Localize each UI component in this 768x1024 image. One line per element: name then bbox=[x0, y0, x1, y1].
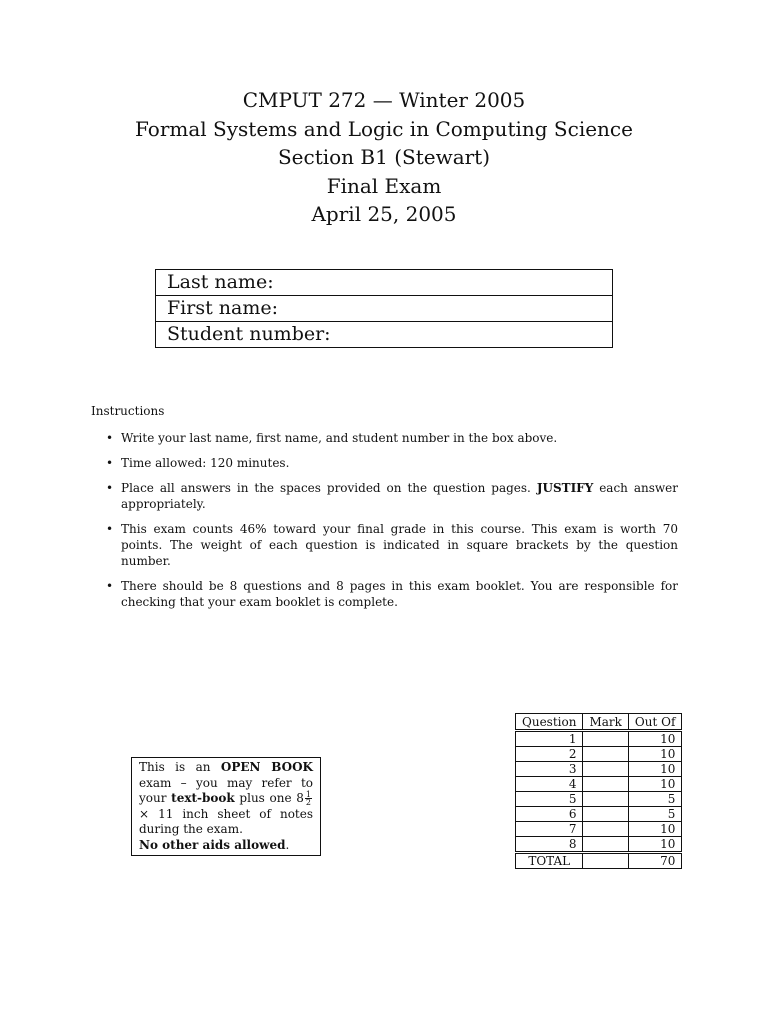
table-row bbox=[516, 747, 682, 762]
notice-text: × 11 inch sheet of notes during the exam. bbox=[139, 806, 313, 836]
bullet-icon: • bbox=[106, 431, 114, 445]
instruction-text bbox=[121, 481, 678, 511]
total-mark-cell[interactable] bbox=[583, 853, 628, 869]
instruction-item bbox=[106, 480, 678, 512]
instruction-text: Time allowed: 120 minutes. bbox=[121, 456, 290, 470]
table-row bbox=[516, 837, 682, 853]
out-of-cell: 10 bbox=[628, 762, 681, 777]
exam-header bbox=[0, 86, 768, 229]
section-line: Section B1 (Stewart) bbox=[277, 145, 491, 169]
out-of-cell: 5 bbox=[628, 792, 681, 807]
course-name: Formal Systems and Logic in Computing Science bbox=[135, 116, 633, 141]
notice-text: exam – you may refer to your bbox=[139, 775, 313, 805]
bullet-icon: • bbox=[106, 481, 114, 495]
mark-column-header: Mark bbox=[583, 714, 628, 731]
table-row bbox=[516, 777, 682, 792]
question-number-cell: 5 bbox=[516, 792, 583, 807]
out-of-cell: 10 bbox=[628, 731, 681, 747]
marks-table bbox=[515, 713, 682, 869]
exam-date: April 25, 2005 bbox=[311, 202, 457, 226]
instruction-item bbox=[106, 455, 678, 471]
notice-text: plus one 8 bbox=[234, 791, 304, 805]
notice-text: . bbox=[285, 837, 290, 852]
marks-table-body bbox=[516, 731, 682, 853]
out-of-cell: 10 bbox=[628, 822, 681, 837]
question-number-cell: 1 bbox=[516, 731, 583, 747]
total-out-of: 70 bbox=[628, 853, 681, 869]
instruction-item bbox=[106, 578, 678, 610]
instruction-text-part: Place all answers in the spaces provided on the question pages. bbox=[121, 481, 537, 495]
notice-text: This is an bbox=[139, 760, 221, 774]
out-of-column-header: Out Of bbox=[628, 714, 681, 731]
fraction-half bbox=[305, 791, 312, 806]
student-number-field[interactable] bbox=[156, 321, 612, 347]
mark-cell[interactable] bbox=[583, 822, 628, 837]
out-of-cell: 5 bbox=[628, 807, 681, 822]
instruction-text: Write your last name, first name, and student number in the box above. bbox=[121, 431, 558, 445]
first-name-label: First name: bbox=[167, 297, 278, 319]
mark-cell[interactable] bbox=[583, 747, 628, 762]
table-row bbox=[516, 762, 682, 777]
table-row bbox=[516, 807, 682, 822]
justify-emphasis: JUSTIFY bbox=[536, 481, 594, 495]
notice-emphasis: No other aids allowed bbox=[139, 837, 286, 852]
mark-cell[interactable] bbox=[583, 777, 628, 792]
instructions-list bbox=[106, 430, 678, 619]
last-name-label: Last name: bbox=[167, 271, 274, 293]
table-row bbox=[516, 792, 682, 807]
out-of-cell: 10 bbox=[628, 777, 681, 792]
mark-cell[interactable] bbox=[583, 792, 628, 807]
mark-cell[interactable] bbox=[583, 731, 628, 747]
first-name-field[interactable] bbox=[156, 295, 612, 321]
mark-cell[interactable] bbox=[583, 837, 628, 853]
mark-cell[interactable] bbox=[583, 762, 628, 777]
marks-total-row bbox=[516, 853, 682, 869]
instructions-heading: Instructions bbox=[91, 404, 165, 418]
open-book-notice bbox=[131, 757, 321, 856]
student-number-label: Student number: bbox=[167, 323, 331, 345]
question-number-cell: 8 bbox=[516, 837, 583, 853]
bullet-icon: • bbox=[106, 579, 114, 593]
instruction-item bbox=[106, 430, 678, 446]
question-number-cell: 7 bbox=[516, 822, 583, 837]
bullet-icon: • bbox=[106, 522, 114, 536]
course-title: CMPUT 272 — Winter 2005 bbox=[242, 88, 526, 112]
table-row bbox=[516, 822, 682, 837]
out-of-cell: 10 bbox=[628, 837, 681, 853]
last-name-field[interactable] bbox=[156, 270, 612, 295]
total-label: TOTAL bbox=[516, 853, 583, 869]
instruction-text: This exam counts 46% toward your final grade in this course. This exam is worth 70 points. The weight of each question is indicated in square brackets by the question number. bbox=[121, 522, 678, 568]
table-row bbox=[516, 731, 682, 747]
bullet-icon: • bbox=[106, 456, 114, 470]
mark-cell[interactable] bbox=[583, 807, 628, 822]
question-number-cell: 2 bbox=[516, 747, 583, 762]
instruction-text-part: each answer appropriately. bbox=[121, 481, 679, 511]
notice-emphasis: OPEN BOOK bbox=[220, 760, 313, 774]
question-number-cell: 4 bbox=[516, 777, 583, 792]
question-number-cell: 6 bbox=[516, 807, 583, 822]
exam-name: Final Exam bbox=[326, 173, 442, 198]
question-column-header: Question bbox=[516, 714, 583, 731]
instruction-text: There should be 8 questions and 8 pages in this exam booklet. You are responsible for checking that your exam booklet is complete. bbox=[121, 579, 678, 609]
fraction-numerator: 1 bbox=[305, 790, 311, 799]
out-of-cell: 10 bbox=[628, 747, 681, 762]
question-number-cell: 3 bbox=[516, 762, 583, 777]
instruction-item bbox=[106, 521, 678, 569]
notice-emphasis: text-book bbox=[171, 791, 235, 805]
fraction-denominator: 2 bbox=[305, 798, 311, 807]
student-info-box bbox=[155, 269, 613, 348]
marks-header-row bbox=[516, 714, 682, 731]
